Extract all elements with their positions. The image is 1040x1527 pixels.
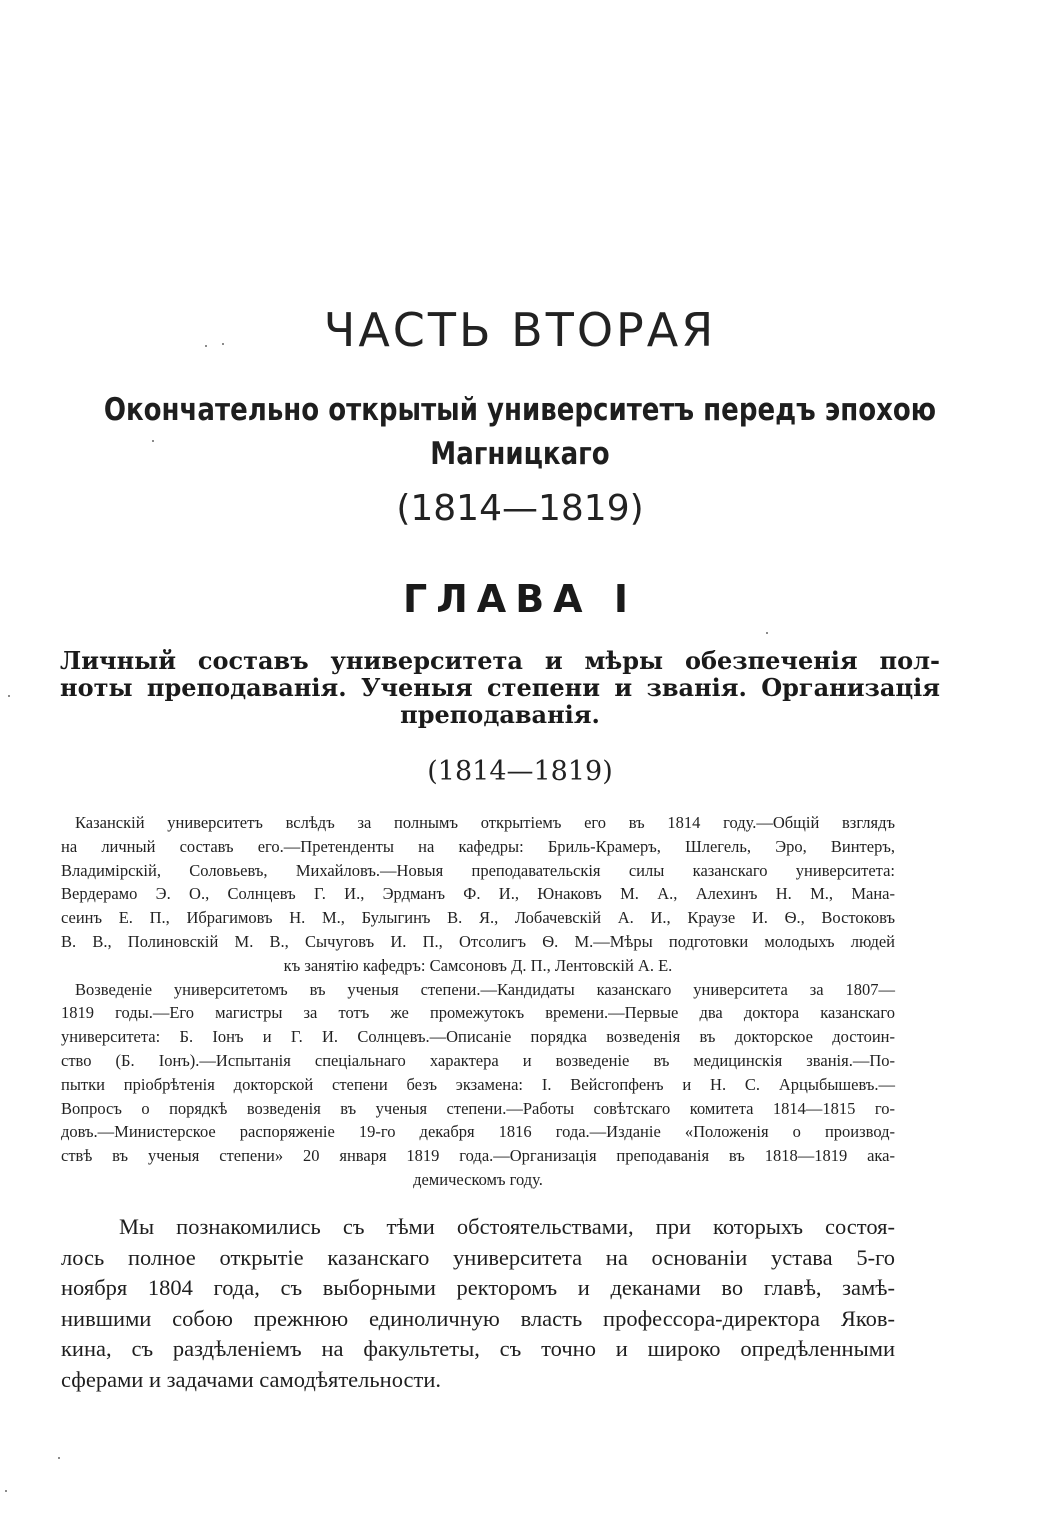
scan-speck [766,632,768,634]
summary-line: В. В., Полиновскій М. В., Сычуговъ И. П., Отсолигъ Ѳ. М.—Мѣры подготовки молодыхъ людей [61,931,895,951]
body-line: лось полное открытіе казанскаго университета на основаніи устава 5-го [61,1244,895,1270]
summary-line: Вопросъ о порядкѣ возведенія въ ученыя степени.—Работы совѣтскаго комитета 1814—1815 го- [61,1098,895,1118]
scan-speck [222,343,224,345]
body-line: сферами и задачами самодѣятельности. [61,1366,441,1392]
scan-speck [8,695,10,697]
part-title: ЧАСТЬ ВТОРАЯ [323,303,717,357]
body-line: ноября 1804 года, съ выборными ректоромъ и деканами во главѣ, замѣ- [61,1275,895,1301]
part-subtitle [83,388,957,476]
chapter-heading: ГЛАВА I [403,577,637,621]
scan-speck [58,1457,60,1459]
body-line: Мы познакомились съ тѣми обстоятельствами, при которыхъ состоя- [119,1214,895,1239]
summary-line: демическомъ году. [413,1169,543,1189]
summary-line: ствѣ въ ученыя степени» 20 января 1819 года.—Организація преподаванія въ 1818—1819 ака- [61,1146,895,1166]
summary-line: довъ.—Министерское распоряженіе 19-го декабря 1816 года.—Изданіе «Положенія о производ- [61,1122,895,1142]
body-line: кина, съ раздѣленіемъ на факультеты, съ точно и широко опредѣленными [61,1336,895,1362]
body-line: нившими собою прежнюю единоличную власть профессора-директора Яков- [61,1305,895,1331]
summary-line: къ занятію кафедръ: Самсоновъ Д. П., Лентовскій А. Е. [283,955,673,975]
summary-line: Владимірскій, Соловьевъ, Михайловъ.—Новыя преподавательскія силы казанскаго университета: [61,860,895,880]
chapter-title [60,647,940,728]
chapter-years: (1814—1819) [427,756,613,787]
scan-speck [152,440,154,442]
scan-speck [5,1490,7,1492]
part-years: (1814—1819) [396,488,644,529]
chapter-title-line: Личный составъ университета и мѣры обезпеченія пол- [60,646,940,675]
scan-speck [205,345,207,347]
summary-line: университета: Б. Іонъ и Г. И. Солнцевъ.—Описаніе порядка возведенія въ докторское достоин- [61,1027,895,1047]
subtitle-line: Окончательно открытый университетъ передъ эпохою [103,392,937,428]
summary-line: Казанскій университетъ вслѣдъ за полнымъ открытіемъ его въ 1814 году.—Общій взглядъ [75,813,895,832]
summary-line: 1819 годы.—Его магистры за тотъ же промежутокъ времени.—Первые два доктора казанскаго [61,1003,895,1023]
chapter-summary [61,811,895,1192]
subtitle-line: Магницкаго [430,436,610,472]
body-paragraph [61,1212,895,1396]
chapter-title-line: ноты преподаванія. Ученыя степени и званія. Организація [60,673,940,702]
summary-line: сеинъ Е. П., Ибрагимовъ Н. М., Булыгинъ В. Я., Лобачевскій А. И., Краузе И. Ѳ., Востоковъ [61,908,895,928]
summary-line: пытки пріобрѣтенія докторской степени безъ экзамена: І. Вейсгопфенъ и Н. С. Арцыбышевъ.— [61,1074,895,1094]
summary-line: ство (Б. Іонъ).—Испытанія спеціальнаго характера и возведеніе въ медицинскія званія.—По- [61,1050,895,1070]
summary-line: Возведеніе университетомъ въ ученыя степени.—Кандидаты казанскаго университета за 1807— [75,979,895,999]
chapter-title-line: преподаванія. [400,700,600,729]
summary-line: Вердерамо Э. О., Солнцевъ Г. И., Эрдманъ Ф. И., Юнаковъ М. А., Алехинъ Н. М., Мана- [61,884,895,904]
summary-line: на личный составъ его.—Претенденты на кафедры: Бриль-Крамеръ, Шлегель, Эро, Винтеръ, [61,836,895,856]
